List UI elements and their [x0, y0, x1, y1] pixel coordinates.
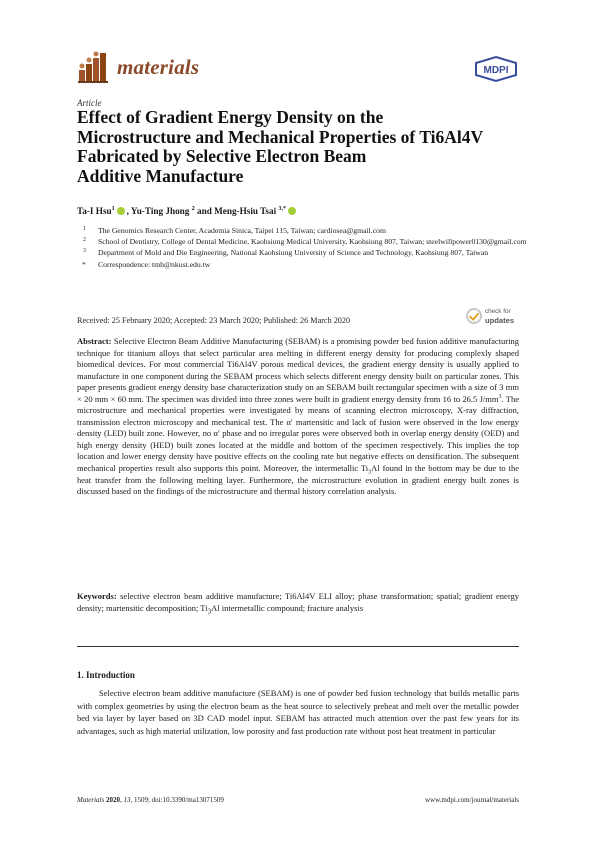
affiliation-marker: * [82, 259, 86, 269]
affiliation-marker: 2 [83, 237, 86, 244]
orcid-icon[interactable] [288, 207, 296, 215]
title-line: Fabricated by Selective Electron Beam [77, 146, 367, 167]
journal-logo [77, 50, 227, 86]
author-affil-marker: 1 [111, 205, 115, 212]
affiliation-text: School of Dentistry, College of Dental Medicine, Kaohsiung Medical University, Kaohsiung 807, Taiwan; steelwillpower0130@gmail.com [98, 237, 527, 247]
author-list: Ta-I Hsu$^1$ , Yu-Ting Jhong $^2$ and Meng-Hsiu Tsai $^{3,*}$ [77, 206, 298, 216]
author-name: Ta-I Hsu [77, 206, 112, 216]
intro-paragraph: Selective electron beam additive manufacture (SEBAM) is one of powder bed fusion technology that builds metallic parts with complex geometries by using the electron beam as the heat source to selectively preheat and melt over the metallic powder bed via layer by layer based on 3D CAD model input. SEBAM has attracted much attention over the past few years for its advantages, such as high material utilization, low porosity and fast production rate without post heat treatment in particular [77, 688, 519, 736]
affiliation-item [77, 247, 527, 258]
affiliation-item [77, 236, 527, 247]
abstract-label: Abstract: [77, 336, 112, 346]
section-heading: 1. Introduction [77, 670, 135, 680]
check-updates-label: check for [485, 308, 511, 315]
correspondence-text: Correspondence: tmh@nkust.edu.tw [98, 259, 211, 269]
author-name: Yu-Ting Jhong [130, 206, 190, 216]
check-for-updates-badge[interactable] [466, 306, 522, 330]
affiliation-list [77, 225, 527, 270]
author-affil-marker: 3,* [278, 205, 286, 212]
keywords-text: Al intermetallic compound; fracture analysis [211, 602, 364, 613]
article-type: Article [77, 98, 102, 108]
keywords-text: selective electron beam additive manufacture; Ti6Al4V ELI alloy; phase transformation; spatial; gradient energy density; martensitic decomposition; Ti [77, 591, 520, 613]
affiliation-item [77, 259, 527, 270]
abstract-text: Selective Electron Beam Additive Manufacturing (SEBAM) is a promising powder bed fusion additive manufacturing technique for titanium alloys that select particular area melting in different energy density for producing complexly shaped biomedical devices. For most commercial Ti6Al4V porous medical devices, the gradient energy density is usually applied to manufacture in one component during the SEBAM process which selects different energy density built on particular zones. This paper presents gradient energy density base characterization study on an SEBAM built rectangular specimen with a size of 3 mm × 20 mm × 60 mm. The specimen was divided into three zones were built in gradient energy density from 16 to 26.5 J/mm [77, 336, 519, 404]
title-line: Additive Manufacture [77, 165, 244, 186]
footer-citation: Materials 2020, 13, 1509; doi:10.3390/ma13071509 [77, 796, 224, 804]
keywords-subscript: 3 [207, 607, 212, 616]
author-conjunction: and [196, 206, 212, 216]
title-line: Effect of Gradient Energy Density on the [77, 107, 384, 127]
author-name: Meng-Hsiu Tsai [214, 206, 277, 216]
footer-journal: Materials [77, 796, 105, 804]
footer-journal-url[interactable]: www.mdpi.com/journal/materials [424, 796, 519, 804]
affiliation-marker: 3 [83, 248, 86, 255]
section-divider [77, 646, 519, 647]
paper-title [77, 108, 527, 186]
keywords-label: Keywords: [77, 591, 117, 601]
svg-text:MDPI: MDPI [483, 65, 509, 76]
affiliation-text: Department of Mold and Die Engineering, National Kaohsiung University of Science and Technology, Kaohsiung 807, Taiwan [98, 248, 489, 258]
mdpi-logo-icon [474, 56, 518, 82]
journal-name: materials [117, 55, 200, 79]
abstract [77, 336, 519, 498]
title-line: Microstructure and Mechanical Properties of Ti6Al4V [77, 126, 484, 147]
footer-doi: , 1509; doi:10.3390/ma13071509 [130, 796, 224, 804]
abstract-text: . The microstructure and mechanical properties were investigated by means of scanning electron microscopy, X-ray diffraction, transmission electron microscopy and mechanical test. The α′ martensitic and lack of fusion were observed in the low energy density (LED) built zone. However, no α′ phase and no irregular pores were observed both in overlap energy density (OED) and high energy density (HED) built zones located at the middle and bottom of the specimen respectively. This implies the top location and lower energy density have positive effects on the cooling rate but negative effects on densification. The subsequent mechanical properties result also supports this point. Moreover, the intermetallic Ti [77, 393, 519, 474]
journal-emblem-icon [77, 50, 113, 84]
affiliation-text: The Genomics Research Center, Academia Sinica, Taipei 115, Taiwan; cardiosea@gmail.com [98, 226, 386, 235]
affiliation-item [77, 225, 527, 236]
abstract-subscript: 3 [368, 469, 372, 476]
abstract-superscript: 3 [498, 393, 502, 400]
publisher-logo [474, 56, 518, 82]
check-updates-icon [466, 308, 482, 324]
abstract-text: Al found in the bottom may be due to the heat transfer from the following melting layer. Furthermore, the microstructure evolution in gradient energy built zones is discussed based on the findings of the microstructure and thermal history correlation analysis. [77, 463, 520, 497]
footer-year: 2020 [105, 796, 120, 804]
check-updates-label: updates [485, 316, 515, 325]
orcid-icon[interactable] [117, 207, 125, 215]
footer-volume: 13 [123, 796, 131, 804]
publication-dates: Received: 25 February 2020; Accepted: 23 March 2020; Published: 26 March 2020 [77, 316, 351, 325]
author-affil-marker: 2 [191, 205, 195, 212]
affiliation-marker: 1 [83, 226, 86, 232]
keywords [77, 591, 519, 618]
